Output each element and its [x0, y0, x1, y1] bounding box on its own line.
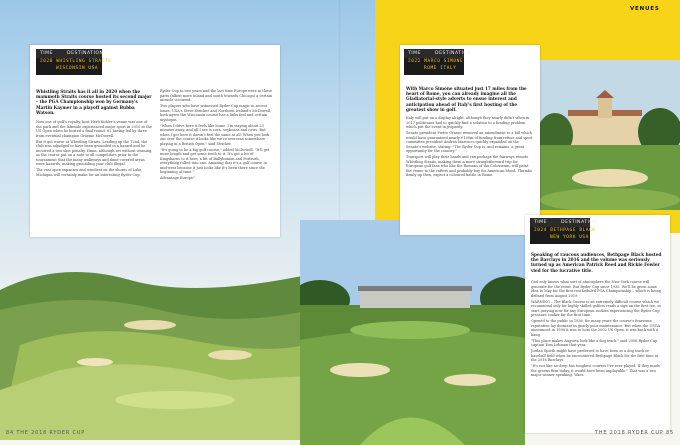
paragraph: "It's going to be a big golf course," added McDowell. "It'll get more length and get some teeth to it. It's got a bit of Kingsbarns to it here, a bit of Ballybunion and Portrush, everything rolled into one. Amazing that it's a golf course in mid-west because it just looks like it's been there since the beginning of time."	[160, 147, 270, 174]
board-line-1: 2024 BETHPAGE BLACK	[534, 228, 596, 233]
departure-board-2020	[36, 49, 112, 75]
section-label: VENUES	[630, 6, 660, 12]
board-line-1: 2020 WHISTLING STRAITS	[40, 59, 112, 64]
paragraph: Senate president Pietro Grasso removed an amendment to a bill which would have guaranteed nearly €100m of funding from refuse and sport committee president Andrea Marcucci quickly expanded on the Senate's website, stating: "The Ryder Cup is, and remains, a great opportunity for the country."	[406, 131, 533, 153]
paragraph: Now one of golf's royalty, host Herb Kohler's venue was one of the park and the lakeside experienced major sport in 2010 at the US Open when he hosted a final round. 82 having led by three from eventual champion Graeme McDowell.	[36, 120, 152, 138]
paragraph: Ryder Cup to two years and the last time Europe were in these parts (albeit more inland and south towards Chicago) a certain miracle occurred.	[160, 89, 273, 102]
paragraph: "This place makes Augusta look like a dog track," said 2006 Ryder Cup captain Tom Lehman that year.	[531, 338, 658, 347]
article-lead-2: With Marco Simone situated just 17 miles from the heart of Rome, you can already imagine all the Gladiatorial-style adverts to ensue interest and anticipation ahead of Italy's first hosting of the greatest show in golf.	[406, 86, 527, 112]
board-line-2: WISCONSIN USA	[56, 66, 99, 71]
paragraph: Transport will play their hands and can perhaps the fairways remote Whistling Straits, making them a more straightforward trip for European golf fans who like the Romans of the Colosseum, will paint the venue to the rafters and probably buy for American blood. Thumbs firmly up then, expect a coloured battle in Rome.	[406, 155, 532, 177]
board-line-2: NEW YORK USA	[550, 235, 589, 240]
paragraph: "When I drive here it feels like home. I'm staying about 25 minutes away, and all I see is corn, soybeans and cows. But when I get here it doesn't feel the same at all. When you look out over the course it looks like we're overseas somewhere playing in a British Open," said Stricker.	[160, 123, 270, 146]
board-line-1: 2022 MARCO SIMONE	[408, 59, 464, 64]
departure-board-2024	[530, 218, 598, 244]
departure-board-2022	[404, 49, 472, 75]
time-label: TIME	[408, 51, 422, 56]
paragraph: Advantage Europe?	[160, 176, 195, 180]
paragraph: God only knows what sort of atmosphere the New York course will generate for the event. But Ryder Cup since 1935. We'll be given some idea in May for the first rescheduled PGA Championship – which is being defined from August 2019.	[531, 280, 661, 298]
board-header	[36, 49, 102, 58]
article-body-2	[406, 116, 534, 179]
article-lead-1: Whistling Straits has it all in 2020 when the mammoth Straits course hosted its second major – the PGA Championship won by Germany's Martin Kaymer in a playoff against Bubba Watson.	[36, 89, 152, 115]
paragraph: But it got worse at Whistling Straits. Leading up the 72nd, the club was adjudged to have been grounded in a hazard and he incurred a two-shot penalty. Hmm, although set without warning, as the course put on a note to all competitors prior to the tournament that the many walkways and dune-covered areas were hazards, making grounding your club illegal.	[36, 139, 153, 166]
time-label: TIME	[534, 220, 548, 225]
time-label: TIME	[40, 51, 54, 56]
paragraph: WARNING – The Black Course is an extremely difficult course which we recommend only for highly skilled golfers reads a sign on the first tee, so start praying now for any European rookies experiencing the Ryder Cup pressure cooker for the first time.	[531, 299, 662, 317]
bethpage-black-photo	[300, 220, 525, 445]
paragraph: Opened to the public in 1936, for many years the course's fearsome reputation lay dormant in gnarly poor maintenance. But when the USGA announced in 1998 it was to host the 2002 US Open, it was back with a bang.	[531, 319, 661, 337]
folio-left: 84 THE 2018 RYDER CUP	[6, 430, 86, 436]
paragraph: "It's not like no-drop has toughest courses I've ever played. If they made the greens firm today, it would have been unplayable." That was a two major winner speaking. Yikes.	[531, 364, 660, 377]
board-line-2: ROME ITALY	[424, 66, 457, 71]
article-body-1-col1	[36, 120, 154, 179]
destination-label: DESTINATION	[67, 51, 104, 56]
marco-simone-photo	[540, 60, 680, 210]
whistling-straits-photo	[0, 250, 330, 440]
article-body-1-col2	[160, 89, 274, 182]
folio-right: THE 2018 RYDER CUP 85	[594, 430, 674, 436]
paragraph: Italy will put on a display alright, although they nearly didn't when in 2017 politicians had to quickly find a solution to a funding problem which put the event in jeopardy.	[406, 116, 530, 129]
destination-label: DESTINATION	[435, 51, 472, 56]
paragraph: Two players who have witnessed Ryder Cup magic in recent times, USA's Steve Stricker and Northern Ireland's McDowell, both agree the Wisconsin course has a links feel and certain mystique.	[160, 104, 272, 122]
paragraph: Jordan Spieth might have preferred to have been at a dog track or baseball field when he encountered Bethpage Black for the first time at the 2016 Barclays.	[531, 349, 659, 362]
article-body-3	[531, 280, 664, 379]
article-lead-3: Speaking of raucous audiences, Bethpage Black hosted the Barclays in 2016 and the volume was seriously turned up as American Patrick Reed and Rickie Fowler vied for the lucrative title.	[531, 252, 662, 273]
board-header	[404, 49, 472, 58]
destination-label: DESTINATION	[561, 220, 598, 225]
board-header	[530, 218, 598, 227]
paragraph: The vast open expanses and windiest on the shores of Lake Michigan will certainly make for an interesting Ryder Cup.	[36, 168, 142, 177]
